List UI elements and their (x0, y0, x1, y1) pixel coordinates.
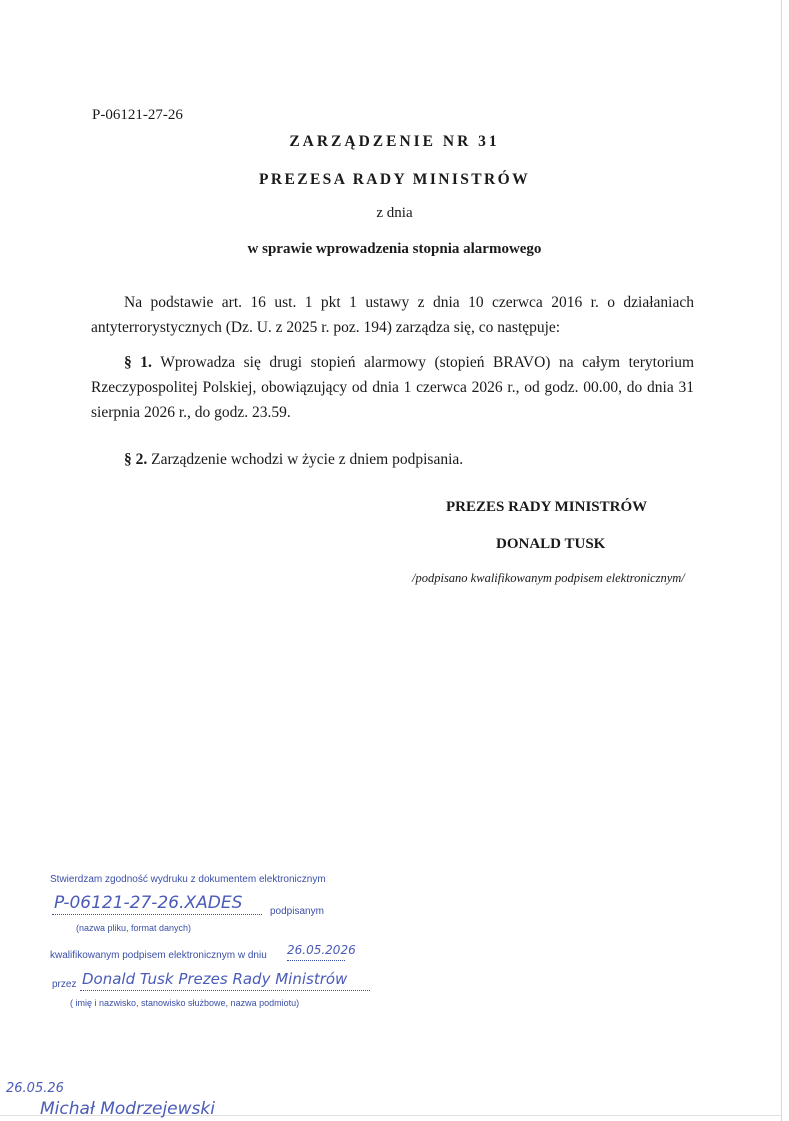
handwritten-note-date: 26.05.26 (6, 1081, 64, 1096)
page-edge-right (781, 0, 782, 1121)
handwritten-date (287, 936, 357, 960)
certification-stamp (46, 868, 386, 1018)
svg-text:26.05.2026: 26.05.2026 (287, 943, 356, 957)
section-1-text: Wprowadza się drugi stopień alarmowy (stopień BRAVO) na całym terytorium Rzeczypospolitej Polskiej, obowiązujący od dnia 1 czerwca 2026 r., od godz. 00.00, do dnia 31 sierpnia 2026 r., do godz. 23.59. (91, 354, 695, 421)
document-title: ZARZĄDZENIE NR 31 (289, 133, 500, 150)
handwritten-signer (80, 962, 380, 992)
handwritten-note-name: Michał Modrzejewski (40, 1099, 215, 1119)
document-issuer: PREZESA RADY MINISTRÓW (259, 171, 530, 188)
section-2-paragraph (91, 447, 694, 472)
stamp-signed-label: podpisanym (270, 906, 324, 917)
stamp-by-label: przez (52, 979, 77, 990)
document-subject: w sprawie wprowadzenia stopnia alarmowego (247, 241, 542, 257)
stamp-date-field (287, 940, 356, 961)
signatory-role: PREZES RADY MINISTRÓW (446, 499, 648, 515)
svg-text:Donald Tusk Prezes Rady Minist: Donald Tusk Prezes Rady Ministrów (82, 970, 348, 988)
section-2-text: Zarządzenie wchodzi w życie z dniem podpisania. (147, 451, 464, 468)
stamp-file-caption: (nazwa pliku, format danych) (76, 923, 192, 933)
handwritten-file-name (52, 886, 272, 916)
section-2-label: § 2. (124, 451, 148, 468)
date-line: z dnia (376, 205, 413, 221)
section-1-paragraph (91, 350, 694, 425)
stamp-signer-caption: ( imię i nazwisko, stanowisko służbowe, nazwa podmiotu) (70, 998, 300, 1008)
reference-number: P-06121-27-26 (92, 107, 183, 123)
stamp-line-1: Stwierdzam zgodność wydruku z dokumentem elektronicznym (50, 874, 326, 885)
stamp-line-2: kwalifikowanym podpisem elektronicznym w dniu (50, 950, 267, 961)
signatory-name: DONALD TUSK (496, 536, 606, 552)
section-1-label: § 1. (124, 354, 152, 371)
svg-text:P-06121-27-26.XADES: P-06121-27-26.XADES (54, 893, 243, 913)
handwritten-note (0, 1076, 240, 1120)
stamp-signer-field (80, 964, 370, 991)
preamble-paragraph: Na podstawie art. 16 ust. 1 pkt 1 ustawy z dnia 10 czerwca 2016 r. o działaniach antyterrorystycznych (Dz. U. z 2025 r. poz. 194) zarządza się, co następuje: (91, 294, 694, 336)
stamp-file-field (52, 890, 262, 915)
signature-note: /podpisano kwalifikowanym podpisem elektronicznym/ (412, 571, 685, 585)
